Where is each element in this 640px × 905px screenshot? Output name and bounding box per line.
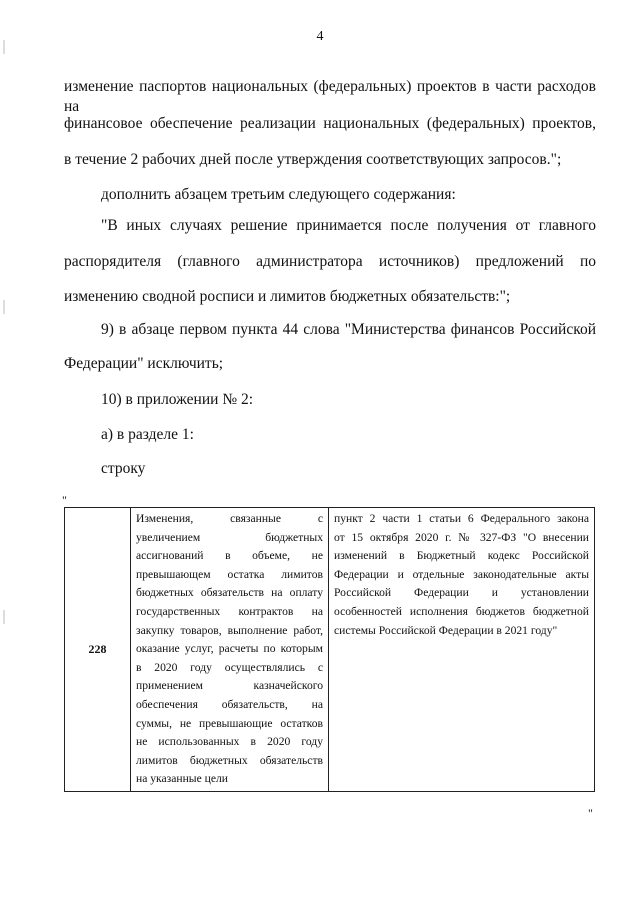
description-line: лимитов бюджетных обязательств: [136, 753, 323, 767]
page-number: 4: [316, 29, 324, 44]
description-line: закупку товаров, выполнение работ,: [136, 623, 323, 637]
reference-line: пункт 2 части 1 статьи 6 Федерального закона: [334, 512, 589, 525]
description-line: превышающем остатка лимитов: [136, 567, 323, 581]
paragraph-3-line-2: распорядителя (главного администратора источников) предложений по: [64, 253, 596, 270]
reference-line: изменений в Бюджетный кодекс Российской: [334, 549, 589, 563]
description-line: на указанные цели: [136, 772, 228, 786]
description-line: применением казначейского: [136, 679, 323, 693]
amendment-table: [64, 507, 595, 792]
description-line: увеличением бюджетных: [136, 530, 323, 544]
reference-line: особенностей исполнения бюджетов бюджетной: [334, 604, 589, 618]
paragraph-3-line-1: "В иных случаях решение принимается после получения от главного: [101, 217, 596, 234]
paragraph-5: 10) в приложении № 2:: [101, 391, 254, 408]
scan-edge-mark: [3, 300, 5, 314]
reference-line: от 15 октября 2020 г. № 327-ФЗ "О внесении: [334, 530, 589, 544]
row-description: [131, 508, 329, 792]
description-line: ассигнований в объеме, не: [136, 549, 323, 563]
paragraph-1-line-3: в течение 2 рабочих дней после утверждения соответствующих запросов.";: [64, 151, 562, 168]
closing-quote: ": [588, 806, 593, 820]
description-line: государственных контрактов на: [136, 604, 323, 618]
description-line: суммы, не превышающие остатков: [136, 716, 323, 730]
description-line: обеспечения обязательств, на: [136, 697, 323, 711]
paragraph-1-line-2: финансовое обеспечение реализации национальных (федеральных) проектов,: [64, 115, 596, 132]
paragraph-4-line-1: 9) в абзаце первом пункта 44 слова "Министерства финансов Российской: [101, 321, 596, 338]
reference-line: Федерации и отдельные законодательные акты: [334, 567, 589, 581]
paragraph-2: дополнить абзацем третьим следующего содержания:: [101, 186, 456, 203]
row-number: 228: [65, 508, 131, 792]
paragraph-1-line-1: изменение паспортов национальных (федеральных) проектов в части расходов на: [64, 78, 596, 115]
reference-line: Российской Федерации и установлении: [334, 586, 589, 600]
description-line: бюджетных обязательств на оплату: [136, 586, 323, 600]
description-line: не использованных в 2020 году: [136, 735, 323, 749]
row-legal-reference: [329, 508, 595, 792]
reference-line: системы Российской Федерации в 2021 году": [334, 623, 558, 637]
scan-edge-mark: [3, 610, 5, 624]
paragraph-3-line-3: изменению сводной росписи и лимитов бюджетных обязательств:";: [64, 288, 511, 305]
description-line: в 2020 году осуществлялись с: [136, 660, 323, 674]
paragraph-4-line-2: Федерации" исключить;: [64, 355, 224, 372]
opening-quote: ": [62, 493, 67, 507]
paragraph-6: а) в разделе 1:: [101, 426, 194, 443]
description-line: Изменения, связанные с: [136, 512, 323, 525]
table-row: [65, 508, 595, 792]
paragraph-7: строку: [101, 460, 146, 477]
description-line: оказание услуг, расчеты по которым: [136, 642, 323, 656]
